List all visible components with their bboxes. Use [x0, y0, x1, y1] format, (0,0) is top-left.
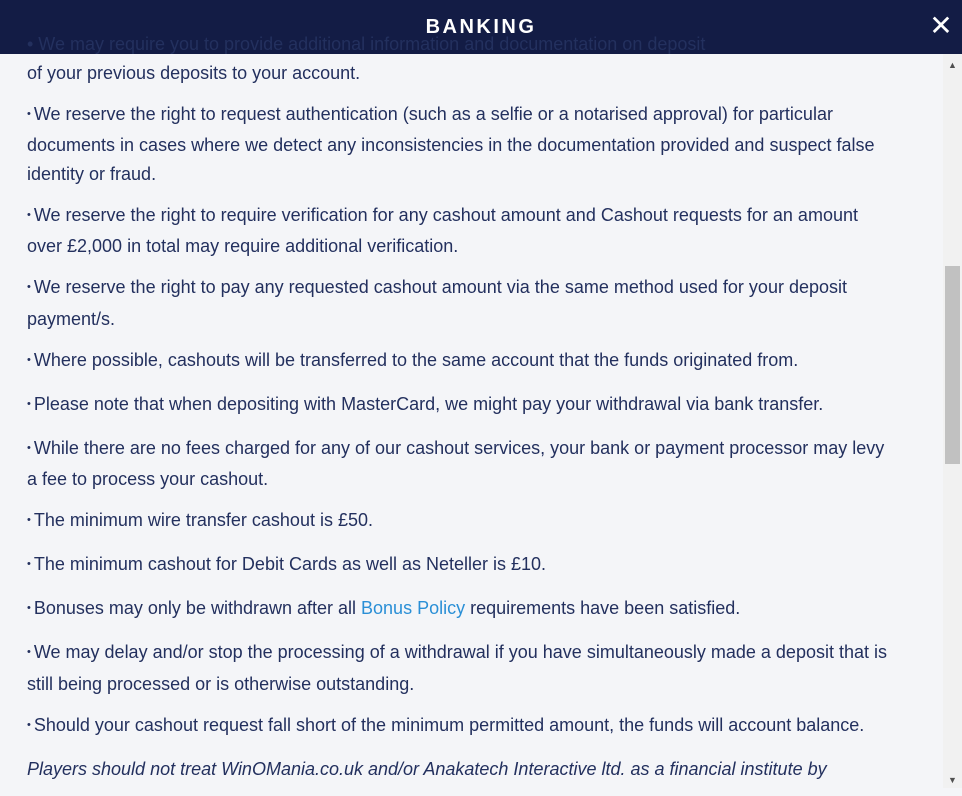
- item-text: The minimum cashout for Debit Cards as well as Neteller is £10.: [33, 554, 547, 574]
- list-item-bonus: [27, 594, 887, 626]
- content-text: [27, 30, 887, 796]
- list-item: [27, 390, 887, 422]
- bullet: •: [27, 646, 31, 658]
- list-item: [27, 711, 887, 743]
- close-icon[interactable]: ✕: [929, 9, 953, 41]
- item-text: The minimum wire transfer cashout is £50.: [33, 510, 373, 530]
- list-item: [27, 201, 887, 261]
- list-item: [27, 100, 887, 189]
- item-text: While there are no fees charged for any of our cashout services, your bank or payment processor may levy a fee to process your cashout.: [27, 437, 885, 489]
- list-item: [27, 638, 887, 698]
- list-item: [27, 550, 887, 582]
- item-text: We may delay and/or stop the processing of a withdrawal if you have simultaneously made a deposit that is still being processed or is otherwise outstanding.: [27, 642, 887, 694]
- item-text: Please note that when depositing with MasterCard, we might pay your withdrawal via bank transfer.: [33, 393, 824, 414]
- bullet: •: [27, 281, 31, 293]
- item-text: We reserve the right to require verification for any cashout amount and Cashout requests for an amount over £2,000 in total may require additional verification.: [27, 204, 858, 256]
- bullet: •: [27, 353, 31, 366]
- bullet: •: [27, 718, 31, 731]
- item-text: We reserve the right to pay any requested cashout amount via the same method used for your deposit payment/s.: [27, 277, 847, 329]
- bullet: •: [27, 107, 31, 120]
- scroll-up-arrow-icon[interactable]: ▲: [948, 60, 957, 70]
- list-item: [27, 506, 887, 538]
- modal-title: BANKING: [425, 15, 537, 38]
- bullet: •: [27, 397, 31, 410]
- item-text: Should your cashout request fall short of the minimum permitted amount, the funds will account balance.: [33, 714, 865, 735]
- list-item: [27, 273, 887, 333]
- partial-cont-line: of your previous deposits to your account.: [27, 62, 361, 83]
- item-text: We reserve the right to request authentication (such as a selfie or a notarised approval) for particular documents in cases where we detect any inconsistencies in the documentation provided and suspect false identity or fraud.: [27, 103, 875, 184]
- modal-content[interactable]: [0, 34, 943, 788]
- list-item: [27, 346, 887, 378]
- vertical-scrollbar[interactable]: [943, 54, 962, 788]
- bullet: •: [27, 441, 31, 454]
- bullet: •: [27, 514, 31, 526]
- bonus-text-before: Bonuses may only be withdrawn after all: [33, 598, 362, 618]
- bullet: •: [27, 558, 31, 570]
- bullet: •: [27, 602, 31, 614]
- partial-paragraph: [27, 30, 887, 87]
- bonus-policy-link[interactable]: Bonus Policy: [361, 598, 466, 618]
- bonus-text-after: requirements have been satisfied.: [465, 598, 741, 618]
- partial-top-line: • We may require you to provide additional information and documentation on deposit: [27, 34, 706, 54]
- scroll-down-arrow-icon[interactable]: ▼: [948, 775, 957, 785]
- list-item: [27, 434, 887, 494]
- footer-disclaimer: Players should not treat WinOMania.co.uk and/or Anakatech Interactive ltd. as a financial institute by: [27, 758, 827, 779]
- bullet: •: [27, 208, 31, 221]
- item-text: Where possible, cashouts will be transferred to the same account that the funds originated from.: [33, 349, 799, 370]
- scrollbar-thumb[interactable]: [945, 266, 960, 464]
